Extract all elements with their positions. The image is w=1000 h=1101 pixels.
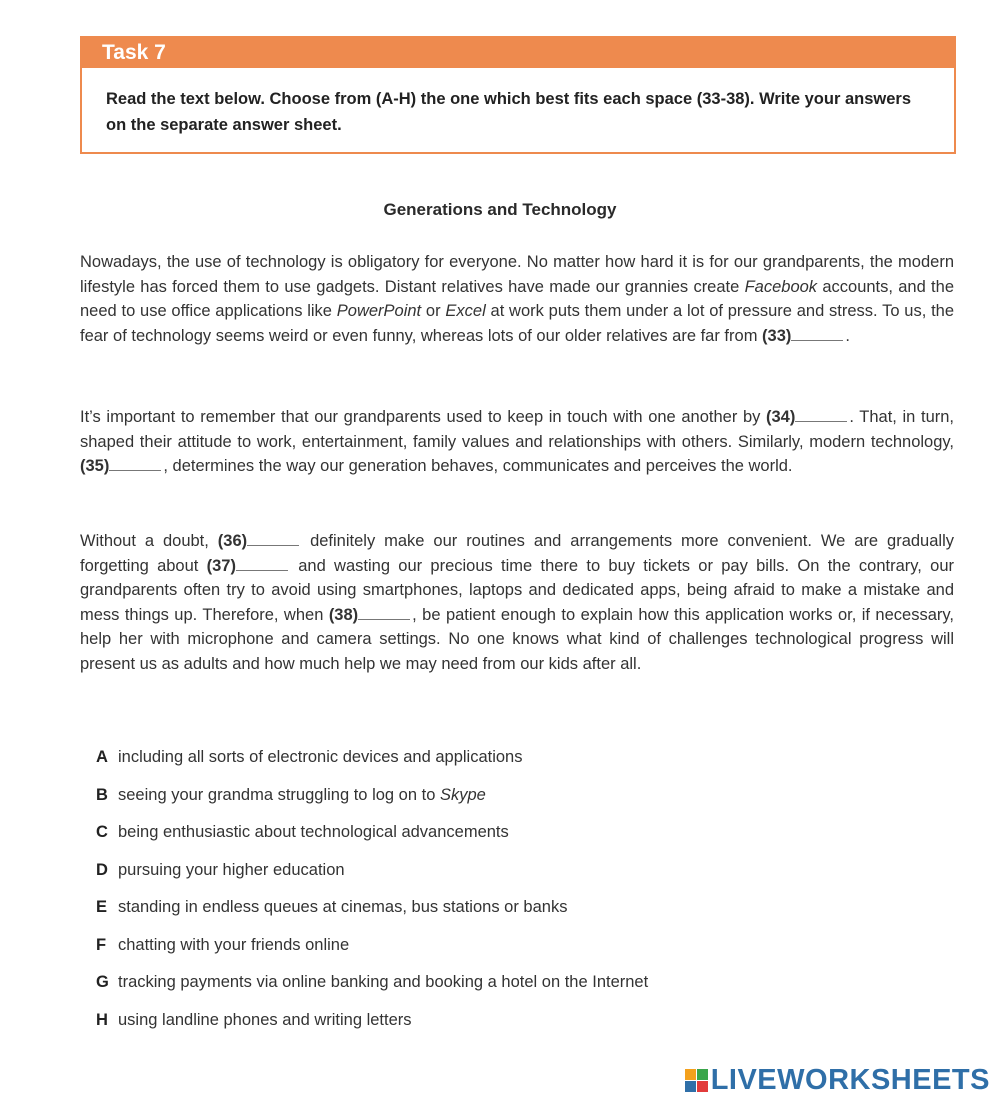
option-e	[96, 894, 916, 932]
option-f	[96, 932, 916, 970]
logo-square-1	[685, 1069, 696, 1080]
gap-37-blank[interactable]	[236, 569, 288, 571]
option-text: tracking payments via online banking and booking a hotel on the Internet	[118, 973, 649, 991]
option-text: including all sorts of electronic devices and applications	[118, 748, 523, 766]
option-letter: B	[96, 785, 108, 804]
option-text: seeing your grandma struggling to log on to	[118, 785, 440, 804]
gap-35-label: (35)	[80, 457, 110, 475]
p1-or: or	[421, 302, 446, 320]
task-title: Task 7	[82, 38, 954, 68]
liveworksheets-logo[interactable]	[685, 1064, 990, 1097]
option-g	[96, 969, 916, 1007]
logo-text: LIVEWORKSHEETS	[710, 1064, 990, 1096]
gap-35-blank[interactable]	[109, 469, 161, 471]
option-text: using landline phones and writing letters	[118, 1010, 412, 1029]
p3-text-a: Without a doubt,	[80, 532, 218, 550]
gap-38-blank[interactable]	[358, 618, 410, 620]
option-letter: D	[96, 860, 108, 879]
option-letter: C	[96, 823, 108, 841]
option-b	[96, 782, 916, 820]
gap-36-blank[interactable]	[247, 544, 299, 546]
gap-38-label: (38)	[328, 605, 359, 624]
option-h	[96, 1007, 916, 1045]
gap-36-label: (36)	[217, 532, 248, 550]
option-letter: G	[96, 973, 109, 991]
option-text-italic: Skype	[439, 785, 486, 804]
p2-text-a: It’s important to remember that our grandparents used to keep in touch with one another by	[80, 408, 767, 426]
option-text: being enthusiastic about technological advancements	[118, 823, 509, 841]
task-box	[80, 36, 956, 154]
option-letter: H	[96, 1010, 108, 1029]
paragraph-1	[80, 250, 954, 348]
option-text: pursuing your higher education	[118, 860, 345, 879]
option-d	[96, 857, 916, 895]
option-a	[96, 744, 916, 782]
option-c	[96, 819, 916, 857]
gap-34-label: (34)	[766, 408, 796, 426]
p3-text-d: , be patient enough to explain how this application works or, if necessary, help her with microphone and camera settings. No one knows what kind of challenges technological progress will present us as adults and how much help we may need from our kids after all.	[80, 605, 954, 673]
p1-text-a: Nowadays, the use of technology is obligatory for everyone. No matter how hard it is for our grandparents, the modern lifestyle has forced them to use gadgets. Distant relatives have made our grannies create	[80, 253, 954, 296]
p1-end: .	[845, 326, 850, 345]
logo-square-2	[697, 1069, 708, 1080]
option-text: standing in endless queues at cinemas, bus stations or banks	[118, 898, 568, 916]
p2-text-b: . That, in turn, shaped their attitude to work, entertainment, family values and relationships with others. Similarly, modern technology,	[80, 408, 955, 451]
gap-37-label: (37)	[206, 556, 236, 575]
p1-excel: Excel	[445, 302, 486, 320]
task-instruction: Read the text below. Choose from (A-H) the one which best fits each space (33-38). Write your answers on the separate answer sheet.	[106, 90, 912, 134]
logo-square-4	[697, 1081, 708, 1092]
document-title: Generations and Technology	[383, 200, 617, 219]
paragraph-2	[80, 405, 954, 479]
option-letter: E	[96, 898, 108, 916]
p1-powerpoint: PowerPoint	[336, 302, 422, 320]
paragraph-3	[80, 529, 954, 676]
p2-text-c: , determines the way our generation behaves, communicates and perceives the world.	[163, 457, 793, 475]
logo-mark-icon	[685, 1069, 708, 1092]
gap-33-label: (33)	[762, 326, 792, 345]
p3-text-c: and wasting our precious time there to buy tickets or pay bills. On the contrary, our grandparents often try to avoid using smartphones, laptops and dedicated apps, being afraid to make a mistake and mess things up. Therefore, when	[80, 556, 954, 624]
gap-33-blank[interactable]	[791, 339, 843, 341]
p1-text-b: accounts, and the need to use office applications like	[80, 277, 954, 320]
logo-square-3	[685, 1081, 696, 1092]
option-text: chatting with your friends online	[118, 935, 350, 954]
p1-facebook: Facebook	[744, 277, 818, 296]
option-letter: F	[96, 935, 107, 954]
p3-text-b: definitely make our routines and arrangements more convenient. We are gradually forgetting about	[80, 532, 954, 575]
options-list	[96, 744, 916, 1044]
option-letter: A	[96, 748, 108, 766]
p1-text-c: at work puts them under a lot of pressure and stress. To us, the fear of technology seems weird or even funny, whereas lots of our older relatives are far from	[80, 302, 955, 345]
gap-34-blank[interactable]	[795, 420, 847, 422]
